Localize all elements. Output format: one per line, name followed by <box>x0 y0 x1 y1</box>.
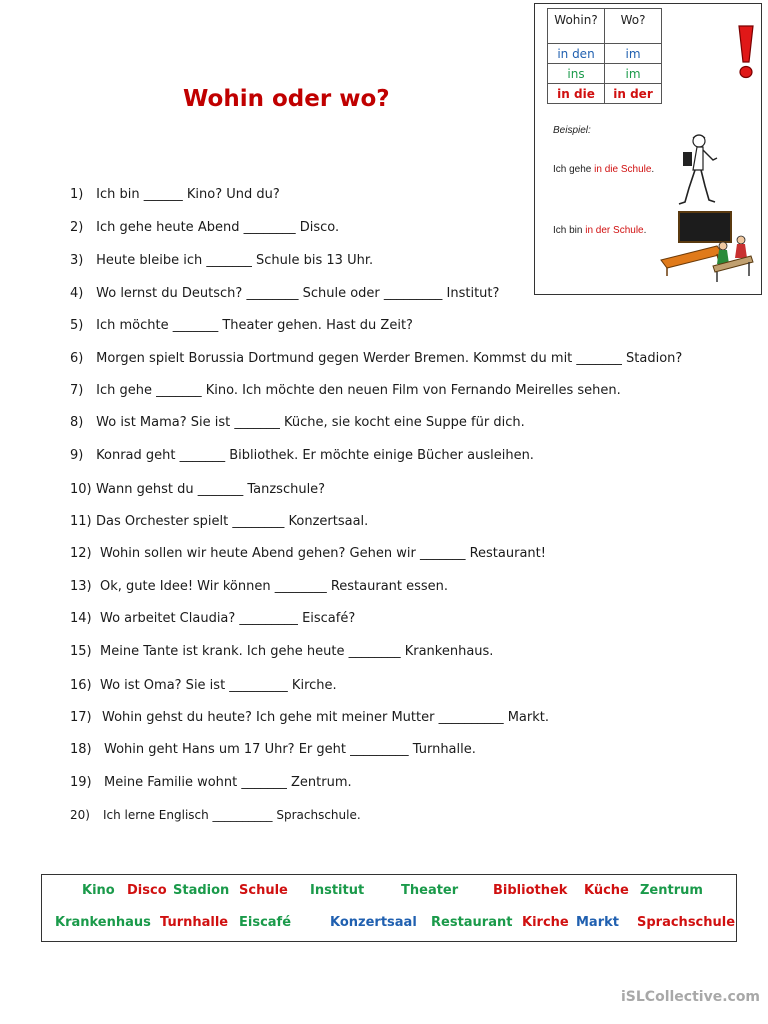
example-text: . <box>651 164 655 175</box>
exclamation-icon <box>735 24 757 80</box>
question-text: Wann gehst du _______ Tanzschule? <box>96 482 326 497</box>
word-bank-item: Stadion <box>173 883 230 898</box>
question-number: 12) <box>70 546 92 561</box>
header-wohin: Wohin? <box>548 9 605 44</box>
example-text: . <box>643 225 647 236</box>
question-1 <box>70 187 280 202</box>
question-text: Ich bin ______ Kino? Und du? <box>96 187 280 202</box>
question-13 <box>70 579 448 594</box>
question-text: Wo arbeitet Claudia? _________ Eiscafé? <box>100 611 356 626</box>
cell-wo-masc: im <box>605 44 662 64</box>
question-text: Wo ist Oma? Sie ist _________ Kirche. <box>100 678 337 693</box>
word-bank-item: Institut <box>310 883 365 898</box>
question-4 <box>70 286 499 301</box>
grammar-table <box>547 8 662 104</box>
question-text: Wohin geht Hans um 17 Uhr? Er geht _________ Turnhalle. <box>104 742 476 757</box>
question-number: 6) <box>70 351 84 366</box>
question-20 <box>70 808 361 822</box>
word-bank <box>41 874 737 942</box>
question-text: Das Orchester spielt ________ Konzertsaal. <box>96 514 369 529</box>
question-15 <box>70 644 493 659</box>
walking-student-illustration <box>673 132 719 208</box>
question-number: 20) <box>70 808 90 822</box>
question-text: Meine Tante ist krank. Ich gehe heute ________ Krankenhaus. <box>100 644 494 659</box>
question-number: 9) <box>70 448 84 463</box>
question-5 <box>70 318 413 333</box>
question-text: Ich möchte _______ Theater gehen. Hast du Zeit? <box>96 318 413 333</box>
word-bank-item: Disco <box>127 883 167 898</box>
cell-wohin-fem: in die <box>548 84 605 104</box>
question-9 <box>70 448 534 463</box>
question-text: Wohin gehst du heute? Ich gehe mit meiner Mutter __________ Markt. <box>102 710 549 725</box>
question-number: 4) <box>70 286 84 301</box>
question-text: Wohin sollen wir heute Abend gehen? Gehen wir _______ Restaurant! <box>100 546 546 561</box>
question-16 <box>70 678 337 693</box>
page-title: Wohin oder wo? <box>183 86 390 112</box>
question-text: Meine Familie wohnt _______ Zentrum. <box>104 775 352 790</box>
word-bank-item: Zentrum <box>640 883 703 898</box>
word-bank-item: Eiscafé <box>239 915 292 930</box>
word-bank-item: Kirche <box>522 915 569 930</box>
question-number: 15) <box>70 644 92 659</box>
question-7 <box>70 383 621 398</box>
question-text: Ich gehe _______ Kino. Ich möchte den neuen Film von Fernando Meirelles sehen. <box>96 383 621 398</box>
question-8 <box>70 415 525 430</box>
word-bank-item: Kino <box>82 883 115 898</box>
cell-wo-neut: im <box>605 64 662 84</box>
question-number: 2) <box>70 220 84 235</box>
question-text: Konrad geht _______ Bibliothek. Er möchte einige Bücher ausleihen. <box>96 448 534 463</box>
example-sentence-2 <box>553 225 646 236</box>
question-number: 18) <box>70 742 92 757</box>
word-bank-item: Sprachschule <box>637 915 736 930</box>
question-text: Ich lerne Englisch __________ Sprachschule. <box>103 808 361 822</box>
question-number: 10) <box>70 482 92 497</box>
header-wo: Wo? <box>605 9 662 44</box>
question-12 <box>70 546 546 561</box>
question-18 <box>70 742 476 757</box>
cell-wohin-neut: ins <box>548 64 605 84</box>
question-6 <box>70 351 682 366</box>
question-text: Morgen spielt Borussia Dortmund gegen Werder Bremen. Kommst du mit _______ Stadion? <box>96 351 683 366</box>
question-11 <box>70 514 368 529</box>
question-14 <box>70 611 355 626</box>
example-label: Beispiel: <box>553 125 591 136</box>
word-bank-item: Turnhalle <box>160 915 229 930</box>
cell-wohin-masc: in den <box>548 44 605 64</box>
question-10 <box>70 482 325 497</box>
word-bank-item: Restaurant <box>431 915 513 930</box>
word-bank-item: Bibliothek <box>493 883 568 898</box>
question-number: 17) <box>70 710 92 725</box>
word-bank-item: Krankenhaus <box>55 915 151 930</box>
example-highlight: in der Schule <box>585 225 644 236</box>
question-text: Ich gehe heute Abend ________ Disco. <box>96 220 340 235</box>
question-number: 7) <box>70 383 84 398</box>
footer-watermark: iSLCollective.com <box>621 989 761 1005</box>
question-number: 5) <box>70 318 84 333</box>
question-2 <box>70 220 339 235</box>
question-text: Wo ist Mama? Sie ist _______ Küche, sie kocht eine Suppe für dich. <box>96 415 525 430</box>
example-highlight: in die Schule <box>594 164 652 175</box>
question-text: Heute bleibe ich _______ Schule bis 13 Uhr. <box>96 253 374 268</box>
question-number: 1) <box>70 187 84 202</box>
word-bank-item: Küche <box>584 883 629 898</box>
classroom-illustration <box>657 210 755 284</box>
question-number: 13) <box>70 579 92 594</box>
question-number: 19) <box>70 775 92 790</box>
question-text: Ok, gute Idee! Wir können ________ Restaurant essen. <box>100 579 449 594</box>
question-text: Wo lernst du Deutsch? ________ Schule oder _________ Institut? <box>96 286 500 301</box>
word-bank-item: Theater <box>401 883 459 898</box>
word-bank-item: Schule <box>239 883 288 898</box>
question-number: 11) <box>70 514 92 529</box>
question-number: 16) <box>70 678 92 693</box>
question-19 <box>70 775 352 790</box>
word-bank-item: Konzertsaal <box>330 915 417 930</box>
question-number: 8) <box>70 415 84 430</box>
example-text: Ich gehe <box>553 164 595 175</box>
question-number: 14) <box>70 611 92 626</box>
example-text: Ich bin <box>553 225 586 236</box>
question-number: 3) <box>70 253 84 268</box>
question-3 <box>70 253 373 268</box>
cell-wo-fem: in der <box>605 84 662 104</box>
example-sentence-1 <box>553 164 654 175</box>
grammar-info-box <box>534 3 762 295</box>
question-17 <box>70 710 549 725</box>
word-bank-item: Markt <box>576 915 619 930</box>
